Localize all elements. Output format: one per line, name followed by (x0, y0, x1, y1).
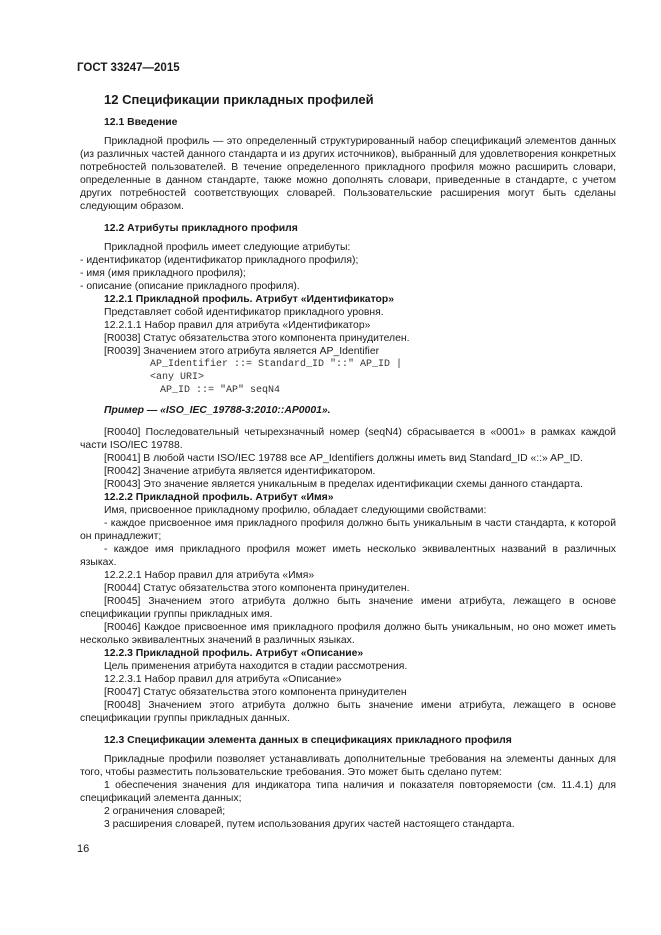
rule-r0043: [R0043] Это значение является уникальным в пределах идентификации схемы данного стандарта. (104, 479, 583, 490)
description-purpose: Цель применения атрибута находится в стадии рассмотрения. (104, 661, 408, 672)
intro-paragraph: Прикладной профиль — это определенный структурированный набор спецификаций элементов данных (из различных частей данного стандарта и из других источников), выбранный для удовлетворения конкретных потребностей пользователей. В течение определенного прикладного профиля можно расширить словари, определенные в данном стандарте, также можно дополнять словари, приведенные в стандарте, с учетом других потребностей соответствующих словарей. Пользовательские расширения могут быть сделаны следующим образом. (80, 136, 616, 212)
code-line: AP_ID ::= "AP" seqN4 (160, 385, 281, 396)
heading-12-2-2: 12.2.2 Прикладной профиль. Атрибут «Имя» (104, 492, 334, 503)
data-element-paragraph: Прикладные профили позволяет устанавливать дополнительные требования на элементы данных для того, чтобы разместить пользовательские требования. Это может быть сделано путем: (80, 754, 616, 778)
name-description: Имя, присвоенное прикладному профилю, обладает следующими свойствами: (104, 505, 487, 516)
rule-r0040: [R0040] Последовательный четырехзначный номер (seqN4) сбрасывается в «0001» в рамках каждой части ISO/IEC 19788. (80, 427, 616, 451)
rule-r0047: [R0047] Статус обязательства этого компонента принудителен (104, 687, 407, 698)
rule-set-12-2-3-1: 12.2.3.1 Набор правил для атрибута «Описание» (104, 674, 342, 685)
rule-r0046: [R0046] Каждое присвоенное имя прикладного профиля должно быть уникальным, но оно может иметь несколько эквивалентных значений в различных языках. (80, 622, 616, 646)
code-line: AP_Identifier ::= Standard_ID "::" AP_ID | (150, 359, 403, 370)
rule-r0042: [R0042] Значение атрибута является идентификатором. (104, 466, 376, 477)
subsection-title-12-3: 12.3 Спецификации элемента данных в спецификациях прикладного профиля (104, 735, 512, 746)
subsection-title-12-2: 12.2 Атрибуты прикладного профиля (104, 223, 298, 234)
rule-set-12-2-1-1: 12.2.1.1 Набор правил для атрибута «Идентификатор» (104, 320, 371, 331)
rule-r0041: [R0041] В любой части ISO/IEC 19788 все AP_Identifiers должны иметь вид Standard_ID «::» AP_ID. (104, 453, 584, 464)
identifier-description: Представляет собой идентификатор прикладного уровня. (104, 307, 384, 318)
section-title: 12 Спецификации прикладных профилей (104, 92, 374, 107)
attribute-item: - идентификатор (идентификатор прикладного профиля); (80, 255, 359, 266)
example-line: Пример — «ISO_IEC_19788-3:2010::AP0001». (104, 405, 331, 416)
attribute-item: - описание (описание прикладного профиля). (80, 281, 300, 292)
subsection-title-12-1: 12.1 Введение (104, 117, 178, 128)
attributes-intro: Прикладной профиль имеет следующие атрибуты: (104, 242, 351, 253)
rule-r0044: [R0044] Статус обязательства этого компонента принудителен. (104, 583, 410, 594)
rule-r0038: [R0038] Статус обязательства этого компонента принудителен. (104, 333, 410, 344)
name-bullet: - каждое имя прикладного профиля может иметь несколько эквивалентных названий в различных языках. (80, 544, 616, 568)
rule-r0045: [R0045] Значением этого атрибута должно быть значение имени атрибута, лежащего в основе спецификации группы прикладных имя. (80, 596, 616, 620)
heading-12-2-1: 12.2.1 Прикладной профиль. Атрибут «Идентификатор» (104, 294, 394, 305)
attribute-item: - имя (имя прикладного профиля); (80, 268, 246, 279)
heading-12-2-3: 12.2.3 Прикладной профиль. Атрибут «Описание» (104, 648, 364, 659)
name-bullet: - каждое присвоенное имя прикладного профиля должно быть уникальным в части стандарта, к которой он принадлежит; (80, 518, 616, 542)
code-line: <any URI> (150, 372, 205, 383)
standard-header: ГОСТ 33247—2015 (77, 62, 180, 74)
rule-set-12-2-2-1: 12.2.2.1 Набор правил для атрибута «Имя» (104, 570, 315, 581)
page-number: 16 (77, 843, 90, 855)
rule-r0048: [R0048] Значением этого атрибута должно быть значение имени атрибута, лежащего в основе спецификации группы прикладных данных. (80, 700, 616, 724)
rule-r0039: [R0039] Значением этого атрибута является AP_Identifier (104, 346, 380, 357)
list-item: 3 расширения словарей, путем использования других частей настоящего стандарта. (104, 819, 515, 830)
list-item: 1 обеспечения значения для индикатора типа наличия и показателя повторяемости (см. 11.4.1) для спецификаций элемента данных; (80, 780, 616, 804)
list-item: 2 ограничения словарей; (104, 806, 226, 817)
